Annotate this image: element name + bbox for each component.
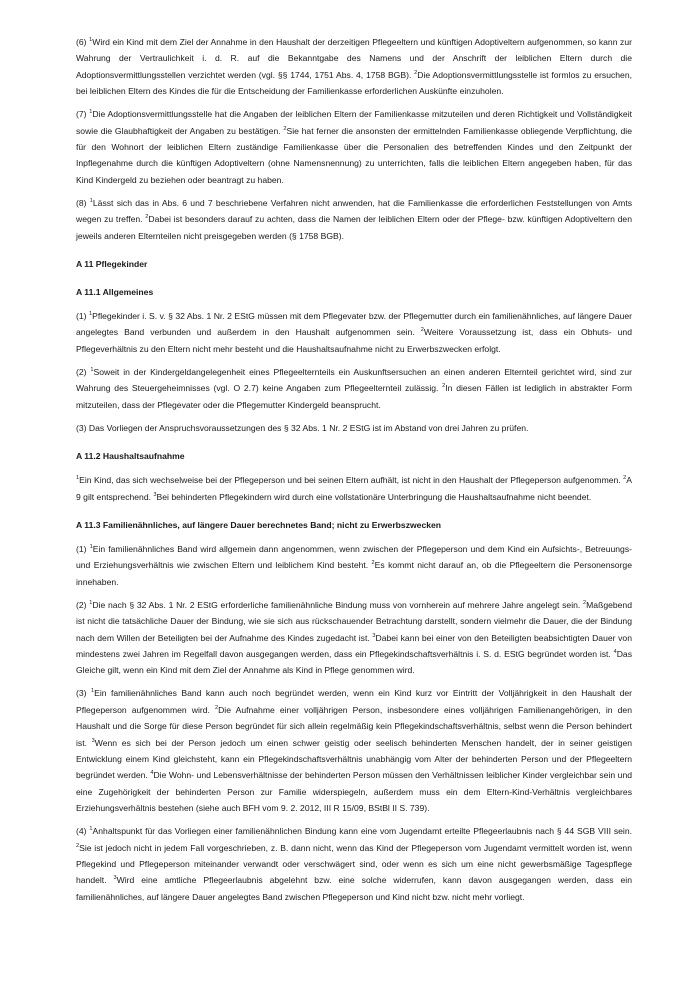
subsection-heading: A 11.1 Allgemeines: [76, 287, 154, 298]
sentence-number: 2: [420, 327, 424, 334]
sentence-text: Wenn es sich bei der Person jedoch um einen schwer geistig oder seelisch behinderten Menschen handelt, der in seiner geistigen Entwicklung einem Kind gleichsteht, kann ein Pflegekindschaftsverhältnis unabhängig vom Alter der behinderten Person und der Pflegeeltern begründet werden.: [76, 737, 632, 781]
sentence-number: 1: [89, 109, 93, 116]
sentence-text: Pflegekinder i. S. v. § 32 Abs. 1 Nr. 2 EStG müssen mit dem Pflegevater bzw. der Pflegemutter durch ein familienähnliches, auf längere Dauer angelegtes Band verbunden und außerdem in den Haushalt aufgenommen sein.: [76, 311, 633, 338]
paragraph: [76, 597, 632, 679]
paragraph-number: (3): [76, 688, 87, 699]
sentence-number: 2: [442, 383, 446, 390]
sentence-text: Es kommt nicht darauf an, ob die Pflegeeltern die Personensorge innehaben.: [76, 560, 632, 587]
sentence-text: Maßgebend ist nicht die tatsächliche Dauer der Bindung, wie sie sich aus rückschauender Betrachtung darstellt, sondern vielmehr die Dauer, die der Bindung nach dem Willen der Beteiligten bei der Aufnahme des Kindes zugedacht ist.: [76, 599, 632, 643]
paragraph: [76, 541, 632, 590]
paragraph-number: (8): [76, 197, 87, 208]
sentence-number: 2: [583, 599, 587, 606]
sentence-number: 2: [76, 842, 80, 849]
sentence-number: 2: [623, 475, 627, 482]
sentence-text: Bei behinderten Pflegekindern wird durch eine vollstationäre Unterbringung die Haushaltsaufnahme nicht beendet.: [156, 491, 592, 502]
sentence-number: 2: [283, 125, 287, 132]
sentence-number: 3: [153, 491, 157, 498]
sentence-number: 4: [613, 649, 617, 656]
sentence-number: 2: [371, 560, 375, 567]
sentence-text: Die Adoptionsvermittlungsstelle ist formlos zu ersuchen, bei leiblichen Eltern des Kindes die für die Entscheidung der Familienkasse erforderlichen Auskünfte einzuholen.: [76, 69, 632, 97]
sentence-text: Die Adoptionsvermittlungsstelle hat die Angaben der leiblichen Eltern der Familienkasse mitzuteilen und deren Richtigkeit und Vollständigkeit sowie die Glaubhaftigkeit der Angaben zu bestätigen.: [76, 109, 632, 136]
sentence-number: 2: [414, 69, 418, 76]
subsection-heading: A 11.3 Familienähnliches, auf längere Dauer berechnetes Band; nicht zu Erwerbszwecken: [76, 519, 442, 530]
paragraph: [76, 106, 632, 188]
sentence-number: 1: [89, 544, 93, 551]
sentence-number: 1: [89, 826, 93, 833]
sentence-text: In diesen Fällen ist lediglich in abstrakter Form mitzuteilen, dass der Pflegevater oder die Pflegemutter Kindergeld beansprucht.: [76, 383, 632, 410]
sentence-number: 3: [113, 875, 117, 882]
sentence-text: Wird ein Kind mit dem Ziel der Annahme in den Haushalt der derzeitigen Pflegeeltern und künftigen Adoptiveltern aufgenommen, so kann zur Wahrung der Vertraulichkeit i. d. R. auf die Bekanntgabe des Namens und der Anschrift der leiblichen Eltern durch die Adoptionsvermittlungsstellen verzichtet werden (vgl. §§ 1744, 1751 Abs. 4, 1758 BGB).: [76, 37, 632, 80]
sentence-text: Das Gleiche gilt, wenn ein Kind mit dem Ziel der Annahme als Kind in Pflege genommen wird.: [76, 648, 632, 676]
sentence-number: 2: [214, 704, 219, 711]
sentence-text: Lässt sich das in Abs. 6 und 7 beschriebene Verfahren nicht anwenden, hat die Familienkasse die erforderlichen Feststellungen von Amts wegen zu treffen.: [76, 197, 633, 225]
sentence-text: Das Vorliegen der Anspruchsvoraussetzungen des § 32 Abs. 1 Nr. 2 EStG ist im Abstand von drei Jahren zu prüfen.: [88, 422, 529, 433]
sentence-text: Dabei ist besonders darauf zu achten, dass die Namen der leiblichen Eltern oder der Pflege- bzw. künftigen Adoptiveltern den jeweils anderen Elternteilen nicht preisgegeben werden (§ 1758 BGB).: [76, 214, 632, 241]
sentence-text: Dabei kann bei einer von den Beteiligten beabsichtigten Dauer von mindestens zwei Jahren im Regelfall davon ausgegangen werden, dass ein Pflegekindschaftsverhältnis i. S. d. EStG begründet worden ist.: [76, 632, 632, 659]
sentence-number: 3: [91, 737, 95, 744]
sentence-number: 2: [145, 214, 149, 221]
sentence-text: Die nach § 32 Abs. 1 Nr. 2 EStG erforderliche familienähnliche Bindung muss von vornherein auf mehrere Jahre angelegt sein.: [92, 599, 583, 610]
sentence-number: 1: [76, 475, 80, 482]
sentence-number: 1: [89, 599, 93, 606]
paragraph: [76, 472, 632, 505]
paragraph: [76, 685, 632, 816]
paragraph-number: (3): [76, 422, 87, 433]
sentence-number: 1: [89, 37, 93, 44]
sentence-number: 1: [90, 688, 95, 695]
sentence-number: 1: [88, 311, 93, 318]
sentence-number: 4: [150, 770, 154, 777]
paragraph-number: (6): [76, 37, 87, 47]
paragraph: [76, 195, 632, 244]
paragraph-number: (2): [76, 366, 87, 377]
paragraph: [76, 823, 632, 905]
paragraph-number: (1): [76, 543, 87, 554]
paragraph: [76, 420, 632, 436]
paragraph-number: (1): [76, 311, 87, 322]
paragraph: [76, 364, 632, 413]
sentence-text: Wird eine amtliche Pflegeerlaubnis abgelehnt bzw. eine solche widerrufen, kann davon ausgegangen werden, dass ein familienähnliches, auf längere Dauer angelegtes Band zwischen Pflegeperson und Kind nicht bzw. nicht mehr vorliegt.: [76, 875, 632, 902]
sentence-text: A 9 gilt entsprechend.: [76, 475, 632, 502]
sentence-number: 1: [89, 197, 93, 204]
sentence-text: Die Aufnahme einer volljährigen Person, insbesondere eines volljährigen Familienangehörigen, in den Haushalt und die Sorge für diese Person begründet für sich allein regelmäßig kein Pflegekindschaftsverhältnis, selbst wenn die Person behindert ist.: [76, 704, 632, 748]
sentence-text: Ein familienähnliches Band wird allgemein dann angenommen, wenn zwischen der Pflegeperson und dem Kind ein Aufsichts-, Betreuungs- und Erziehungsverhältnis wie zwischen Eltern und leiblichem Kind besteht.: [76, 543, 632, 571]
paragraph-number: (4): [76, 826, 87, 837]
paragraph-number: (2): [76, 599, 87, 610]
paragraph-number: (7): [76, 109, 87, 120]
sentence-text: Soweit in der Kindergeldangelegenheit eines Pflegeelternteils ein Auskunftsersuchen an einen anderen Elternteil gerichtet wird, sind zur Wahrung des Steuergeheimnisses (vgl. O 2.7) keine Angaben zum Pflegeelternteil zulässig.: [76, 366, 632, 394]
section-heading: A 11 Pflegekinder: [76, 259, 148, 270]
paragraph: [76, 308, 632, 357]
sentence-text: Anhaltspunkt für das Vorliegen einer familienähnlichen Bindung kann eine vom Jugendamt erteilte Pflegeerlaubnis nach § 44 SGB VIII sein.: [92, 826, 633, 837]
sentence-text: Die Wohn- und Lebensverhältnisse der behinderten Person müssen den Verhältnissen leiblicher Kinder vergleichbar sein und eine Zugehörigkeit der behinderten Person zur Familie widerspiegeln, außerdem muss ein dem Eltern-Kind-Verhältnis vergleichbares Erziehungsverhältnis bestehen (siehe auch BFH vom 9. 2. 2012, III R 15/09, BStBl II S. 739).: [76, 770, 633, 814]
sentence-text: Ein familienähnliches Band kann auch noch begründet werden, wenn ein Kind kurz vor Eintritt der Volljährigkeit in den Haushalt der Pflegeperson aufgenommen wird.: [76, 688, 632, 715]
sentence-text: Weitere Voraussetzung ist, dass ein Obhuts- und Pflegeverhältnis zu den Eltern nicht mehr besteht und die Haushaltsaufnahme nicht zu Erwerbszwecken erfolgt.: [76, 327, 632, 354]
subsection-heading: A 11.2 Haushaltsaufnahme: [76, 451, 185, 462]
paragraph: [76, 34, 632, 100]
sentence-number: 3: [372, 632, 376, 639]
sentence-text: Sie hat ferner die ansonsten der ermittelnden Familienkasse obliegende Verpflichtung, die für den Wohnort der leiblichen Eltern zuständige Familienkasse über die Personalien des betreffenden Kindes und den Zeitpunkt der Inpflegenahme durch die künftigen Adoptiveltern (ohne Namensnennung) zu unterrichten, falls die leiblichen Eltern angegeben haben, für das Kind Kindergeld zu beziehen oder beantragt zu haben.: [76, 125, 632, 185]
sentence-text: Sie ist jedoch nicht in jedem Fall vorgeschrieben, z. B. dann nicht, wenn das Kind der Pflegeperson vom Jugendamt vermittelt worden ist, wenn Pflegekind und Pflegeperson miteinander verwandt oder verschwägert sind, oder wenn es sich um eine nicht gewerbsmäßige Tagespflege handelt.: [76, 842, 632, 886]
sentence-text: Ein Kind, das sich wechselweise bei der Pflegeperson und bei seinen Eltern aufhält, ist nicht in den Haushalt der Pflegeperson aufgenommen.: [79, 475, 624, 486]
sentence-number: 1: [90, 367, 94, 374]
